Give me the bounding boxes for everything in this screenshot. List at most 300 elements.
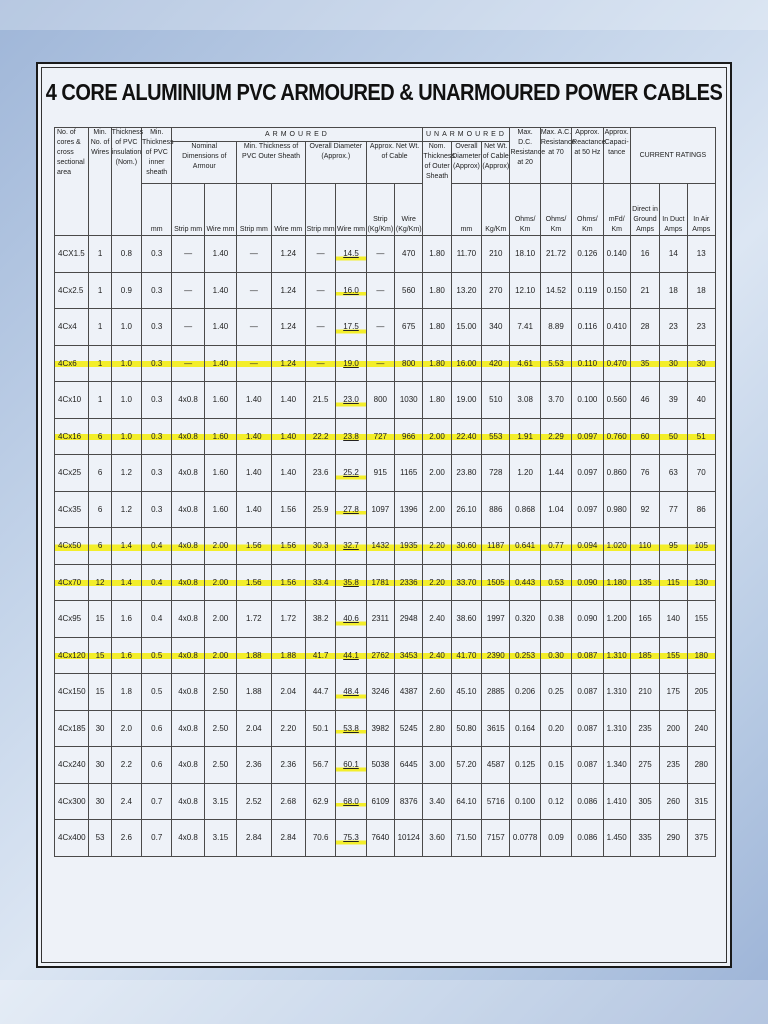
table-cell: 2.00 <box>204 601 236 638</box>
table-cell: 23 <box>660 309 687 346</box>
table-cell: 70.6 <box>305 820 335 857</box>
table-cell: 57.20 <box>451 747 481 784</box>
table-cell: 335 <box>630 820 659 857</box>
table-cell: 105 <box>687 528 716 565</box>
cable-size-cell: 4Cx120 <box>55 637 89 674</box>
page-title: 4 CORE ALUMINIUM PVC ARMOURED & UNARMOURED POWER CABLES <box>45 80 723 106</box>
table-cell: 14.5 <box>336 236 366 273</box>
table-cell: 2.6 <box>111 820 141 857</box>
table-cell: 60.1 <box>336 747 366 784</box>
table-cell: 0.3 <box>142 272 172 309</box>
table-cell: 0.087 <box>572 710 603 747</box>
cable-size-cell: 4Cx10 <box>55 382 89 419</box>
table-cell: 39 <box>660 382 687 419</box>
table-cell: 165 <box>630 601 659 638</box>
table-cell: 1.80 <box>423 382 451 419</box>
table-cell: 1.24 <box>271 236 305 273</box>
table-cell: 53 <box>89 820 111 857</box>
table-cell: 23.6 <box>305 455 335 492</box>
table-cell: 60 <box>630 418 659 455</box>
cable-size-cell: 4Cx4 <box>55 309 89 346</box>
table-cell: 0.110 <box>572 345 603 382</box>
table-cell: 0.090 <box>572 564 603 601</box>
table-cell: 270 <box>482 272 510 309</box>
table-cell: 22.40 <box>451 418 481 455</box>
table-cell: 2.68 <box>271 783 305 820</box>
table-cell: 5716 <box>482 783 510 820</box>
table-cell: 2.00 <box>204 637 236 674</box>
table-cell: 2.40 <box>423 601 451 638</box>
table-cell: 1 <box>89 272 111 309</box>
table-row <box>55 674 716 711</box>
table-cell: 0.20 <box>540 710 571 747</box>
table-row <box>55 418 716 455</box>
table-cell: — <box>366 272 394 309</box>
table-cell: 15 <box>89 601 111 638</box>
table-cell: 0.8 <box>111 236 141 273</box>
table-cell: 0.760 <box>603 418 630 455</box>
table-cell: 1.20 <box>510 455 540 492</box>
cable-size-cell: 4Cx70 <box>55 564 89 601</box>
table-cell: 1.40 <box>237 455 271 492</box>
cable-size-cell: 4Cx50 <box>55 528 89 565</box>
table-cell: 0.5 <box>142 674 172 711</box>
table-cell: — <box>237 309 271 346</box>
table-cell: 0.087 <box>572 674 603 711</box>
table-cell: 315 <box>687 783 716 820</box>
table-cell: 5038 <box>366 747 394 784</box>
table-cell: 3.08 <box>510 382 540 419</box>
table-cell: 3.15 <box>204 783 236 820</box>
table-cell: 4x0.8 <box>172 674 204 711</box>
table-cell: 0.0778 <box>510 820 540 857</box>
table-cell: 23.80 <box>451 455 481 492</box>
table-cell: 1.40 <box>204 272 236 309</box>
table-cell: 2948 <box>395 601 423 638</box>
table-cell: 4x0.8 <box>172 455 204 492</box>
table-cell: 0.140 <box>603 236 630 273</box>
table-cell: 86 <box>687 491 716 528</box>
table-cell: 0.77 <box>540 528 571 565</box>
header-ohms-km: Ohms/ Km <box>510 184 540 236</box>
table-row <box>55 710 716 747</box>
table-cell: 28 <box>630 309 659 346</box>
table-cell: 1.80 <box>423 272 451 309</box>
table-cell: 115 <box>660 564 687 601</box>
cable-spec-table <box>54 127 716 857</box>
cable-size-cell: 4Cx6 <box>55 345 89 382</box>
table-cell: 1.2 <box>111 491 141 528</box>
table-cell: 4x0.8 <box>172 564 204 601</box>
table-cell: 1.91 <box>510 418 540 455</box>
table-cell: 41.70 <box>451 637 481 674</box>
table-cell: 0.3 <box>142 309 172 346</box>
header-direct-ground: Direct in Ground Amps <box>630 184 659 236</box>
table-cell: 16.00 <box>451 345 481 382</box>
table-cell: 1.56 <box>271 491 305 528</box>
table-cell: 135 <box>630 564 659 601</box>
table-cell: 21.72 <box>540 236 571 273</box>
table-cell: 4587 <box>482 747 510 784</box>
table-cell: 17.5 <box>336 309 366 346</box>
header-reactance: Approx. Reactance at 50 Hz <box>572 128 603 184</box>
table-cell: 200 <box>660 710 687 747</box>
table-cell: 1.56 <box>271 564 305 601</box>
table-cell: 1.80 <box>423 345 451 382</box>
table-cell: 1.72 <box>237 601 271 638</box>
table-cell: 4387 <box>395 674 423 711</box>
table-cell: 0.443 <box>510 564 540 601</box>
table-cell: 0.25 <box>540 674 571 711</box>
table-cell: — <box>366 236 394 273</box>
table-cell: 1.60 <box>204 455 236 492</box>
table-cell: 71.50 <box>451 820 481 857</box>
table-cell: 1.88 <box>237 674 271 711</box>
table-cell: 0.12 <box>540 783 571 820</box>
table-cell: 35 <box>630 345 659 382</box>
table-cell: 1 <box>89 345 111 382</box>
table-cell: 800 <box>395 345 423 382</box>
table-cell: 1 <box>89 309 111 346</box>
table-cell: 40.6 <box>336 601 366 638</box>
table-cell: 0.4 <box>142 601 172 638</box>
table-cell: 1.2 <box>111 455 141 492</box>
table-cell: 0.09 <box>540 820 571 857</box>
table-cell: 4x0.8 <box>172 528 204 565</box>
header-strip-mm: Strip mm <box>172 184 204 236</box>
table-cell: 21.5 <box>305 382 335 419</box>
table-cell: 420 <box>482 345 510 382</box>
cable-size-cell: 4Cx185 <box>55 710 89 747</box>
header-ohms-km: Ohms/ Km <box>572 184 603 236</box>
table-row <box>55 601 716 638</box>
table-cell: 2.84 <box>271 820 305 857</box>
table-cell: 155 <box>687 601 716 638</box>
header-in-air: In Air Amps <box>687 184 716 236</box>
table-row <box>55 783 716 820</box>
table-cell: 12 <box>89 564 111 601</box>
table-cell: — <box>172 309 204 346</box>
table-cell: 0.100 <box>510 783 540 820</box>
table-cell: 35.8 <box>336 564 366 601</box>
table-row <box>55 491 716 528</box>
table-cell: 0.560 <box>603 382 630 419</box>
table-cell: 0.6 <box>142 747 172 784</box>
table-cell: 4.61 <box>510 345 540 382</box>
table-cell: 0.150 <box>603 272 630 309</box>
table-cell: 1.40 <box>204 345 236 382</box>
table-cell: 0.860 <box>603 455 630 492</box>
table-cell: 260 <box>660 783 687 820</box>
table-cell: 800 <box>366 382 394 419</box>
table-cell: 4x0.8 <box>172 637 204 674</box>
table-cell: 4x0.8 <box>172 491 204 528</box>
cable-size-cell: 4Cx95 <box>55 601 89 638</box>
table-cell: 1.4 <box>111 528 141 565</box>
table-cell: 0.868 <box>510 491 540 528</box>
table-cell: 18 <box>687 272 716 309</box>
header-strip-mm: Strip mm <box>237 184 271 236</box>
table-cell: 510 <box>482 382 510 419</box>
table-cell: 3.70 <box>540 382 571 419</box>
header-current-ratings: CURRENT RATINGS <box>630 128 715 184</box>
table-cell: 2.50 <box>204 710 236 747</box>
table-body <box>55 236 716 857</box>
table-cell: 1.4 <box>111 564 141 601</box>
table-row <box>55 236 716 273</box>
header-wire-mm: Wire mm <box>336 184 366 236</box>
table-cell: 21 <box>630 272 659 309</box>
table-cell: 6 <box>89 418 111 455</box>
table-cell: 0.100 <box>572 382 603 419</box>
table-cell: 30.60 <box>451 528 481 565</box>
table-cell: 2.04 <box>237 710 271 747</box>
table-cell: 18.10 <box>510 236 540 273</box>
table-cell: 2.0 <box>111 710 141 747</box>
table-cell: 0.087 <box>572 747 603 784</box>
table-cell: 33.4 <box>305 564 335 601</box>
table-cell: 2.52 <box>237 783 271 820</box>
table-cell: 1.60 <box>204 491 236 528</box>
table-cell: 1.340 <box>603 747 630 784</box>
table-cell: 4x0.8 <box>172 820 204 857</box>
table-cell: 3246 <box>366 674 394 711</box>
table-cell: 1.020 <box>603 528 630 565</box>
table-cell: 1.8 <box>111 674 141 711</box>
table-cell: 140 <box>660 601 687 638</box>
table-cell: 155 <box>660 637 687 674</box>
table-cell: 75.3 <box>336 820 366 857</box>
table-cell: 0.097 <box>572 455 603 492</box>
table-cell: 45.10 <box>451 674 481 711</box>
table-cell: 56.7 <box>305 747 335 784</box>
cable-size-cell: 4Cx240 <box>55 747 89 784</box>
cable-size-cell: 4Cx35 <box>55 491 89 528</box>
table-cell: 30 <box>687 345 716 382</box>
table-cell: 76 <box>630 455 659 492</box>
table-cell: 16 <box>630 236 659 273</box>
table-cell: 1.60 <box>204 382 236 419</box>
table-cell: 50.80 <box>451 710 481 747</box>
table-cell: 1.40 <box>237 382 271 419</box>
header-wire-kg: Wire (Kg/Km) <box>395 184 423 236</box>
header-kgkm: Kg/Km <box>482 184 510 236</box>
table-cell: 2.36 <box>271 747 305 784</box>
table-cell: 1.24 <box>271 272 305 309</box>
header-wire-mm: Wire mm <box>204 184 236 236</box>
table-cell: — <box>237 345 271 382</box>
table-cell: 0.097 <box>572 418 603 455</box>
table-cell: 0.3 <box>142 382 172 419</box>
table-cell: 23.0 <box>336 382 366 419</box>
table-row <box>55 455 716 492</box>
table-cell: 886 <box>482 491 510 528</box>
table-cell: 4x0.8 <box>172 710 204 747</box>
table-cell: 2.00 <box>423 418 451 455</box>
table-cell: 1.44 <box>540 455 571 492</box>
table-cell: 1935 <box>395 528 423 565</box>
table-cell: 2.36 <box>237 747 271 784</box>
cable-size-cell: 4Cx400 <box>55 820 89 857</box>
table-cell: 1.88 <box>237 637 271 674</box>
table-cell: 62.9 <box>305 783 335 820</box>
table-cell: 2336 <box>395 564 423 601</box>
table-cell: 1.40 <box>237 491 271 528</box>
table-cell: 727 <box>366 418 394 455</box>
table-cell: 22.2 <box>305 418 335 455</box>
table-cell: — <box>172 272 204 309</box>
table-cell: 375 <box>687 820 716 857</box>
table-cell: 6109 <box>366 783 394 820</box>
table-cell: 0.15 <box>540 747 571 784</box>
table-cell: — <box>172 236 204 273</box>
table-cell: 0.470 <box>603 345 630 382</box>
cable-size-cell: 4Cx150 <box>55 674 89 711</box>
table-cell: 305 <box>630 783 659 820</box>
table-cell: 1781 <box>366 564 394 601</box>
table-cell: 33.70 <box>451 564 481 601</box>
table-cell: 38.2 <box>305 601 335 638</box>
table-cell: 0.164 <box>510 710 540 747</box>
cable-size-cell: 4Cx2.5 <box>55 272 89 309</box>
table-cell: 51 <box>687 418 716 455</box>
table-cell: 2311 <box>366 601 394 638</box>
table-cell: 6 <box>89 455 111 492</box>
table-cell: 46 <box>630 382 659 419</box>
table-cell: 0.980 <box>603 491 630 528</box>
table-cell: 0.087 <box>572 637 603 674</box>
table-cell: 1.40 <box>204 236 236 273</box>
table-row <box>55 309 716 346</box>
table-cell: 14.52 <box>540 272 571 309</box>
spec-sheet-panel <box>36 62 732 968</box>
table-cell: 675 <box>395 309 423 346</box>
table-cell: — <box>305 272 335 309</box>
table-cell: 23 <box>687 309 716 346</box>
table-cell: 1.0 <box>111 382 141 419</box>
table-cell: 1.200 <box>603 601 630 638</box>
table-cell: 3.60 <box>423 820 451 857</box>
table-cell: 0.086 <box>572 783 603 820</box>
table-cell: 2.4 <box>111 783 141 820</box>
table-cell: 30 <box>89 783 111 820</box>
table-cell: — <box>237 236 271 273</box>
header-in-duct: In Duct Amps <box>660 184 687 236</box>
table-cell: 2.04 <box>271 674 305 711</box>
table-cell: 0.086 <box>572 820 603 857</box>
table-cell: 63 <box>660 455 687 492</box>
table-cell: 0.125 <box>510 747 540 784</box>
header-ohms-km: Ohms/ Km <box>540 184 571 236</box>
header-net-wt: Approx. Net Wt. of Cable <box>366 142 423 184</box>
table-cell: 0.6 <box>142 710 172 747</box>
table-cell: 2.00 <box>423 491 451 528</box>
table-cell: 2.20 <box>423 528 451 565</box>
table-cell: 1 <box>89 236 111 273</box>
table-cell: 19.00 <box>451 382 481 419</box>
table-cell: 32.7 <box>336 528 366 565</box>
header-size: No. of cores & cross sectional area <box>55 128 89 236</box>
header-mfd-km: mFd/ Km <box>603 184 630 236</box>
table-cell: 7640 <box>366 820 394 857</box>
table-cell: 7157 <box>482 820 510 857</box>
table-cell: 0.4 <box>142 564 172 601</box>
table-cell: 0.38 <box>540 601 571 638</box>
table-cell: 11.70 <box>451 236 481 273</box>
table-cell: 0.119 <box>572 272 603 309</box>
header-nominal-dim: Nominal Dimensions of Armour <box>172 142 237 184</box>
table-cell: 3453 <box>395 637 423 674</box>
table-cell: 1.04 <box>540 491 571 528</box>
header-capacitance: Approx. Capaci-tance <box>603 128 630 184</box>
table-cell: 2.50 <box>204 674 236 711</box>
table-cell: 77 <box>660 491 687 528</box>
table-row <box>55 747 716 784</box>
table-cell: 553 <box>482 418 510 455</box>
table-cell: 2.84 <box>237 820 271 857</box>
table-cell: 7.41 <box>510 309 540 346</box>
header-inner-unit: mm <box>142 184 172 236</box>
table-cell: 1.310 <box>603 637 630 674</box>
table-cell: 340 <box>482 309 510 346</box>
table-cell: 560 <box>395 272 423 309</box>
table-cell: 8376 <box>395 783 423 820</box>
table-cell: 1.40 <box>271 382 305 419</box>
table-cell: 16.0 <box>336 272 366 309</box>
header-insulation: Thickness of PVC insulation (Nom.) <box>111 128 141 236</box>
table-cell: 48.4 <box>336 674 366 711</box>
table-cell: 4x0.8 <box>172 601 204 638</box>
table-row <box>55 637 716 674</box>
table-cell: 1.72 <box>271 601 305 638</box>
header-un-overall: Overall Diameter (Approx) <box>451 142 481 184</box>
table-cell: 0.116 <box>572 309 603 346</box>
table-cell: 2885 <box>482 674 510 711</box>
table-cell: 92 <box>630 491 659 528</box>
table-cell: 0.097 <box>572 491 603 528</box>
table-cell: 966 <box>395 418 423 455</box>
table-cell: 15 <box>89 674 111 711</box>
table-row <box>55 272 716 309</box>
table-cell: 0.7 <box>142 820 172 857</box>
table-cell: 3982 <box>366 710 394 747</box>
table-cell: 1.40 <box>237 418 271 455</box>
table-cell: 210 <box>482 236 510 273</box>
table-cell: 40 <box>687 382 716 419</box>
table-cell: 2.50 <box>204 747 236 784</box>
table-cell: 0.3 <box>142 491 172 528</box>
table-cell: 1997 <box>482 601 510 638</box>
table-cell: 1.60 <box>204 418 236 455</box>
table-cell: 280 <box>687 747 716 784</box>
table-cell: 10124 <box>395 820 423 857</box>
table-cell: 68.0 <box>336 783 366 820</box>
header-mm: mm <box>451 184 481 236</box>
table-cell: 0.3 <box>142 418 172 455</box>
table-cell: 0.320 <box>510 601 540 638</box>
table-cell: 1.0 <box>111 309 141 346</box>
table-row <box>55 528 716 565</box>
table-cell: 275 <box>630 747 659 784</box>
table-cell: 30 <box>660 345 687 382</box>
table-cell: 1.40 <box>204 309 236 346</box>
table-cell: 2.80 <box>423 710 451 747</box>
table-cell: 2.40 <box>423 637 451 674</box>
table-cell: 0.3 <box>142 455 172 492</box>
table-cell: 1.24 <box>271 309 305 346</box>
header-max-ac: Max. A.C. Resistance at 70 <box>540 128 571 184</box>
table-cell: 728 <box>482 455 510 492</box>
